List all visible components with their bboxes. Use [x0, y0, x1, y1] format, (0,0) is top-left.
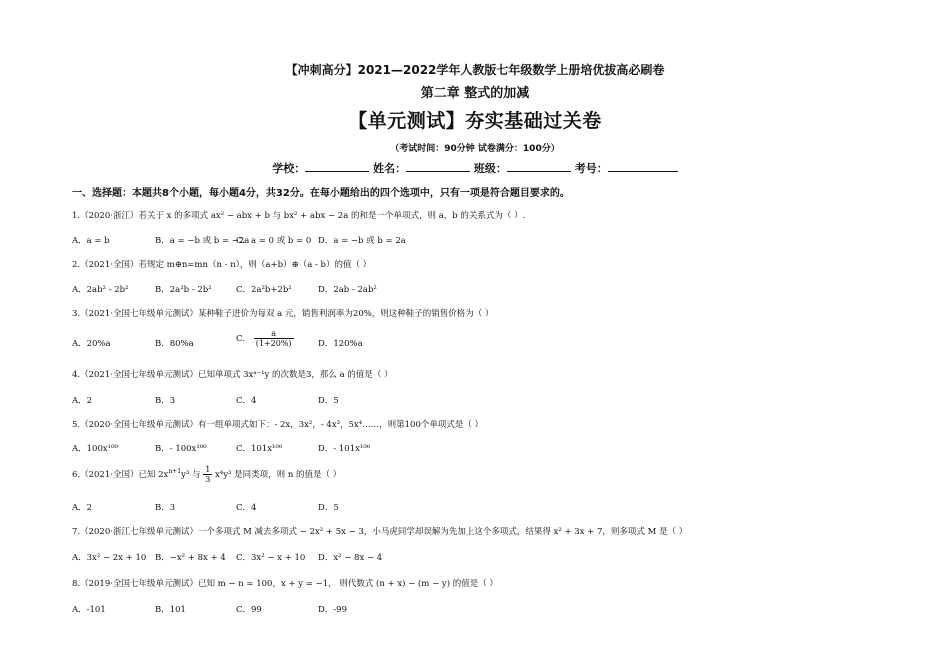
- question-6: [72, 465, 341, 484]
- question-2: 2.（2021·全国）若规定 m⊕n=mn（n - n），则（a+b）⊕（a - b）的值（ ）: [72, 260, 372, 270]
- q4-option-a[interactable]: A．2: [72, 396, 93, 406]
- q3-option-c-fraction: [254, 329, 294, 348]
- q1-option-d[interactable]: D．a = −b 或 b = 2a: [318, 236, 406, 246]
- q8-option-a[interactable]: A．-101: [72, 605, 106, 615]
- question-8: 8.（2019·全国七年级单元测试）已知 m − n = 100，x + y = −1， 则代数式 (n + x) − (m − y) 的值是（ ）: [72, 579, 498, 589]
- q6-option-b[interactable]: B．3: [155, 503, 176, 513]
- q2-option-c[interactable]: C．2a²b+2b²: [236, 285, 292, 295]
- q5-option-d[interactable]: D．- 101x¹⁰⁰: [318, 444, 371, 454]
- q6-fraction: [203, 465, 212, 484]
- question-4: 4.（2021·全国七年级单元测试）已知单项式 3xᵃ⁻¹y 的次数是3，那么 a 的值是（ ）: [72, 370, 393, 380]
- q3-option-b[interactable]: B．80%a: [155, 339, 194, 349]
- q6-option-d[interactable]: D．5: [318, 503, 339, 513]
- q1-option-b[interactable]: B．a = −b 或 b = −2a: [155, 236, 250, 246]
- q8-option-d[interactable]: D．-99: [318, 605, 348, 615]
- student-info-row: [0, 160, 950, 176]
- question-1: 1.（2020·浙江）若关于 x 的多项式 ax² − abx + b 与 bx² + abx − 2a 的和是一个单项式，则 a，b 的关系式为（ ）.: [72, 211, 526, 221]
- q4-option-b[interactable]: B．3: [155, 396, 176, 406]
- q6-stem-middle: y³ 与: [181, 470, 201, 480]
- q6-exponent: n+1: [168, 468, 182, 476]
- q7-option-d[interactable]: D．x² − 8x − 4: [318, 553, 383, 563]
- q6-option-a[interactable]: A．2: [72, 503, 93, 513]
- exam-no-label: 考号：: [574, 162, 608, 175]
- q1-option-c[interactable]: C．a = 0 或 b = 0: [236, 236, 312, 246]
- section-title: 一、选择题：本题共8个小题，每小题4分，共32分。在每小题给出的四个选项中，只有一项是符合题目要求的。: [72, 188, 570, 199]
- school-blank[interactable]: [305, 161, 369, 172]
- q7-option-b[interactable]: B．−x² + 8x + 4: [155, 553, 226, 563]
- q7-option-c[interactable]: C．3x² − x + 10: [236, 553, 306, 563]
- q7-option-a[interactable]: A．3x² − 2x + 10: [72, 553, 147, 563]
- q5-option-a[interactable]: A．100x¹⁰⁰: [72, 444, 118, 454]
- q4-option-d[interactable]: D．5: [318, 396, 339, 406]
- q5-option-c[interactable]: C．101x¹⁰⁰: [236, 444, 283, 454]
- chapter-title: 第二章 整式的加减: [420, 86, 530, 101]
- q3-option-a[interactable]: A．20%a: [72, 339, 111, 349]
- fraction-denominator: (1+20%): [255, 339, 292, 348]
- q2-option-a[interactable]: A．2ab² - 2b²: [72, 285, 129, 295]
- q6-stem-start: 6.（2021·全国）已知 2x: [72, 470, 169, 480]
- q8-option-b[interactable]: B．101: [155, 605, 186, 615]
- q4-option-c[interactable]: C．4: [236, 396, 257, 406]
- q3-option-d[interactable]: D．120%a: [318, 339, 363, 349]
- exam-no-blank[interactable]: [608, 161, 678, 172]
- q3-option-c[interactable]: [236, 329, 294, 348]
- exam-info: （考试时间：90分钟 试卷满分：100分）: [390, 144, 560, 154]
- question-7: 7.（2020·浙江七年级单元测试）一个多项式 M 减去多项式 − 2x² + 5x − 3，小马虎同学却误解为先加上这个多项式，结果得 x² + 3x + 7，则多项式 M 是（ ）: [72, 527, 688, 537]
- class-blank[interactable]: [507, 161, 571, 172]
- q5-option-b[interactable]: B．- 100x¹⁰⁰: [155, 444, 207, 454]
- fraction-numerator: a: [254, 329, 294, 339]
- question-5: 5.（2020·全国七年级单元测试）有一组单项式如下：- 2x，3x²，- 4x³，5x⁴……，则第100个单项式是（ ）: [72, 420, 484, 430]
- q1-option-a[interactable]: A．a = b: [72, 236, 110, 246]
- fraction-numerator: 1: [205, 465, 211, 474]
- test-title: 【单元测试】夯实基础过关卷: [348, 110, 602, 132]
- q8-option-c[interactable]: C．99: [236, 605, 262, 615]
- q6-stem-end: x⁴y³ 是同类项，则 n 的值是（ ）: [215, 470, 342, 480]
- name-blank[interactable]: [406, 161, 470, 172]
- school-label: 学校：: [272, 162, 306, 175]
- q6-option-c[interactable]: C．4: [236, 503, 257, 513]
- question-3: 3.（2021·全国七年级单元测试）某种鞋子进价为每双 a 元，销售利润率为20%，则这种鞋子的销售价格为（ ）: [72, 309, 494, 319]
- name-label: 姓名：: [373, 162, 407, 175]
- class-label: 班级：: [473, 162, 507, 175]
- q2-option-b[interactable]: B．2a²b - 2b²: [155, 285, 212, 295]
- series-title: 【冲刺高分】2021—2022学年人教版七年级数学上册培优拔高必刷卷: [285, 63, 665, 77]
- q3-option-c-label: C．: [236, 334, 252, 344]
- q2-option-d[interactable]: D．2ab - 2ab²: [318, 285, 377, 295]
- fraction-denominator: 3: [205, 475, 211, 484]
